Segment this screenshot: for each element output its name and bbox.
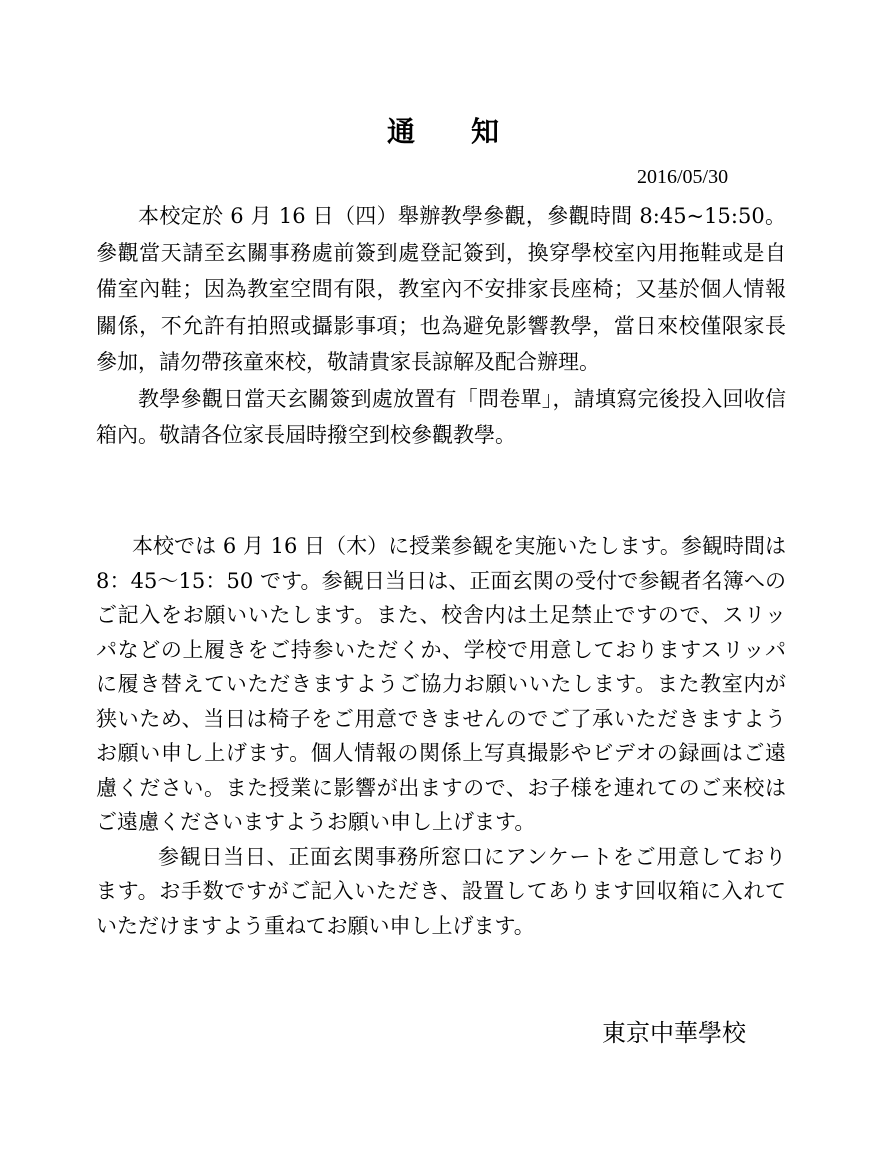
chinese-paragraph-2: 教學參觀日當天玄關簽到處放置有「問卷單」，請填寫完後投入回收信箱內。敬請各位家長屆時撥空到校參觀教學。 <box>96 386 786 447</box>
notice-title <box>0 110 886 150</box>
japanese-notice-body <box>96 529 786 943</box>
title-char-2: 知 <box>471 115 500 148</box>
notice-date: 2016/05/30 <box>637 166 729 188</box>
title-char-1: 通 <box>386 115 415 148</box>
chinese-notice-body <box>96 198 786 454</box>
school-signature: 東京中華學校 <box>602 1019 746 1047</box>
japanese-paragraph-1: 本校では 6 月 16 日（木）に授業参観を実施いたします。参観時間は 8：45～15：50 です。参観日当日は、正面玄関の受付で参観者名簿へのご記入をお願いいたします。また、校舎内は土足禁止ですので、スリッパなどの上履きをご持参いただくか、学校で用意しておりますスリッパに履き替えていただきますようご協力お願いいたします。また教室内が狭いため、当日は椅子をご用意できませんのでご了承いただきますようお願い申し上げます。個人情報の関係上写真撮影やビデオの録画はご遠慮ください。また授業に影響が出ますので、お子様を連れてのご来校はご遠慮くださいますようお願い申し上げます。 <box>96 534 786 834</box>
japanese-paragraph-2: 参観日当日、正面玄関事務所窓口にアンケートをご用意しております。お手数ですがご記入いただき、設置してあります回収箱に入れていただけますよう重ねてお願い申し上げます。 <box>96 844 786 938</box>
chinese-paragraph-1: 本校定於 6 月 16 日（四）舉辦教學參觀，參觀時間 8:45~15:50。參觀當天請至玄關事務處前簽到處登記簽到，換穿學校室內用拖鞋或是自備室內鞋；因為教室空間有限，教室內不安排家長座椅；又基於個人情報關係，不允許有拍照或攝影事項；也為避免影響教學，當日來校僅限家長參加，請勿帶孩童來校，敬請貴家長諒解及配合辦理。 <box>96 204 786 374</box>
